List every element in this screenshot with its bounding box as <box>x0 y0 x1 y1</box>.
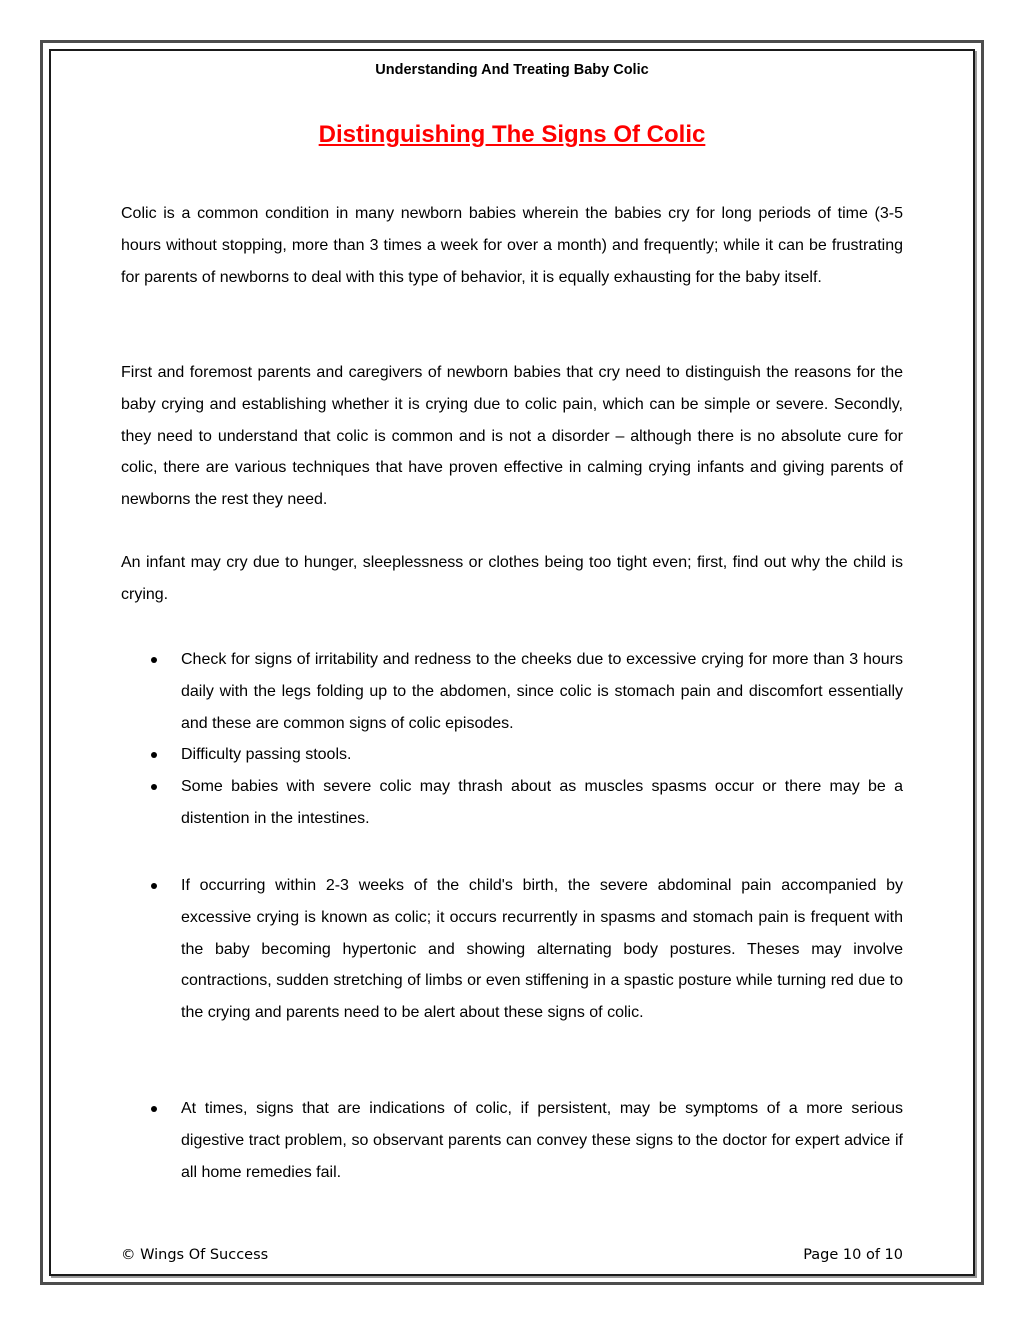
list-item-text: Some babies with severe colic may thrash about as muscles spasms occur or there may be a distention in the intestines. <box>181 778 903 827</box>
list-item <box>121 870 903 1029</box>
bullet-icon <box>151 657 157 663</box>
paragraph-infant-cry: An infant may cry due to hunger, sleeplessness or clothes being too tight even; first, find out why the child is crying. <box>121 554 903 603</box>
colic-timing-list <box>121 870 903 1029</box>
bullet-icon <box>151 1106 157 1112</box>
list-item-text: At times, signs that are indications of colic, if persistent, may be symptoms of a more serious digestive tract problem, so observant parents can convey these signs to the doctor for expert advice if all home remedies fail. <box>181 1100 903 1181</box>
bullet-icon <box>151 883 157 889</box>
list-item <box>121 771 903 835</box>
list-item-text: Difficulty passing stools. <box>181 746 352 764</box>
page-title: Distinguishing The Signs Of Colic <box>318 121 706 148</box>
footer-page-number: Page 10 of 10 <box>803 1247 903 1263</box>
bullet-icon <box>151 784 157 790</box>
running-header: Understanding And Treating Baby Colic <box>375 62 649 78</box>
bullet-icon <box>151 752 157 758</box>
list-item-text: Check for signs of irritability and redness to the cheeks due to excessive crying for more than 3 hours daily with the legs folding up to the abdomen, since colic is stomach pain and discomfort essentially and these are common signs of colic episodes. <box>181 651 903 732</box>
list-item-text: If occurring within 2-3 weeks of the child's birth, the severe abdominal pain accompanied by excessive crying is known as colic; it occurs recurrently in spasms and stomach pain is frequent with the baby becoming hypertonic and showing alternating body postures. Theses may involve contractions, sudden stretching of limbs or even stiffening in a spastic posture while turning red due to the crying and parents need to be alert about these signs of colic. <box>181 877 903 1022</box>
signs-list <box>121 644 903 835</box>
list-item <box>121 739 903 771</box>
digestive-warning-list <box>121 1093 903 1188</box>
list-item <box>121 1093 903 1188</box>
paragraph-intro: Colic is a common condition in many newborn babies wherein the babies cry for long periods of time (3-5 hours without stopping, more than 3 times a week for over a month) and frequently; while it can be frustrating for parents of newborns to deal with this type of behavior, it is equally exhausting for the baby itself. <box>121 205 903 286</box>
paragraph-distinguish: First and foremost parents and caregivers of newborn babies that cry need to distinguish the reasons for the baby crying and establishing whether it is crying due to colic pain, which can be simple or severe. Secondly, they need to understand that colic is common and is not a disorder – although there is no absolute cure for colic, there are various techniques that have proven effective in calming crying infants and giving parents of newborns the rest they need. <box>121 364 903 509</box>
footer-copyright: © Wings Of Success <box>121 1247 269 1263</box>
list-item <box>121 644 903 739</box>
